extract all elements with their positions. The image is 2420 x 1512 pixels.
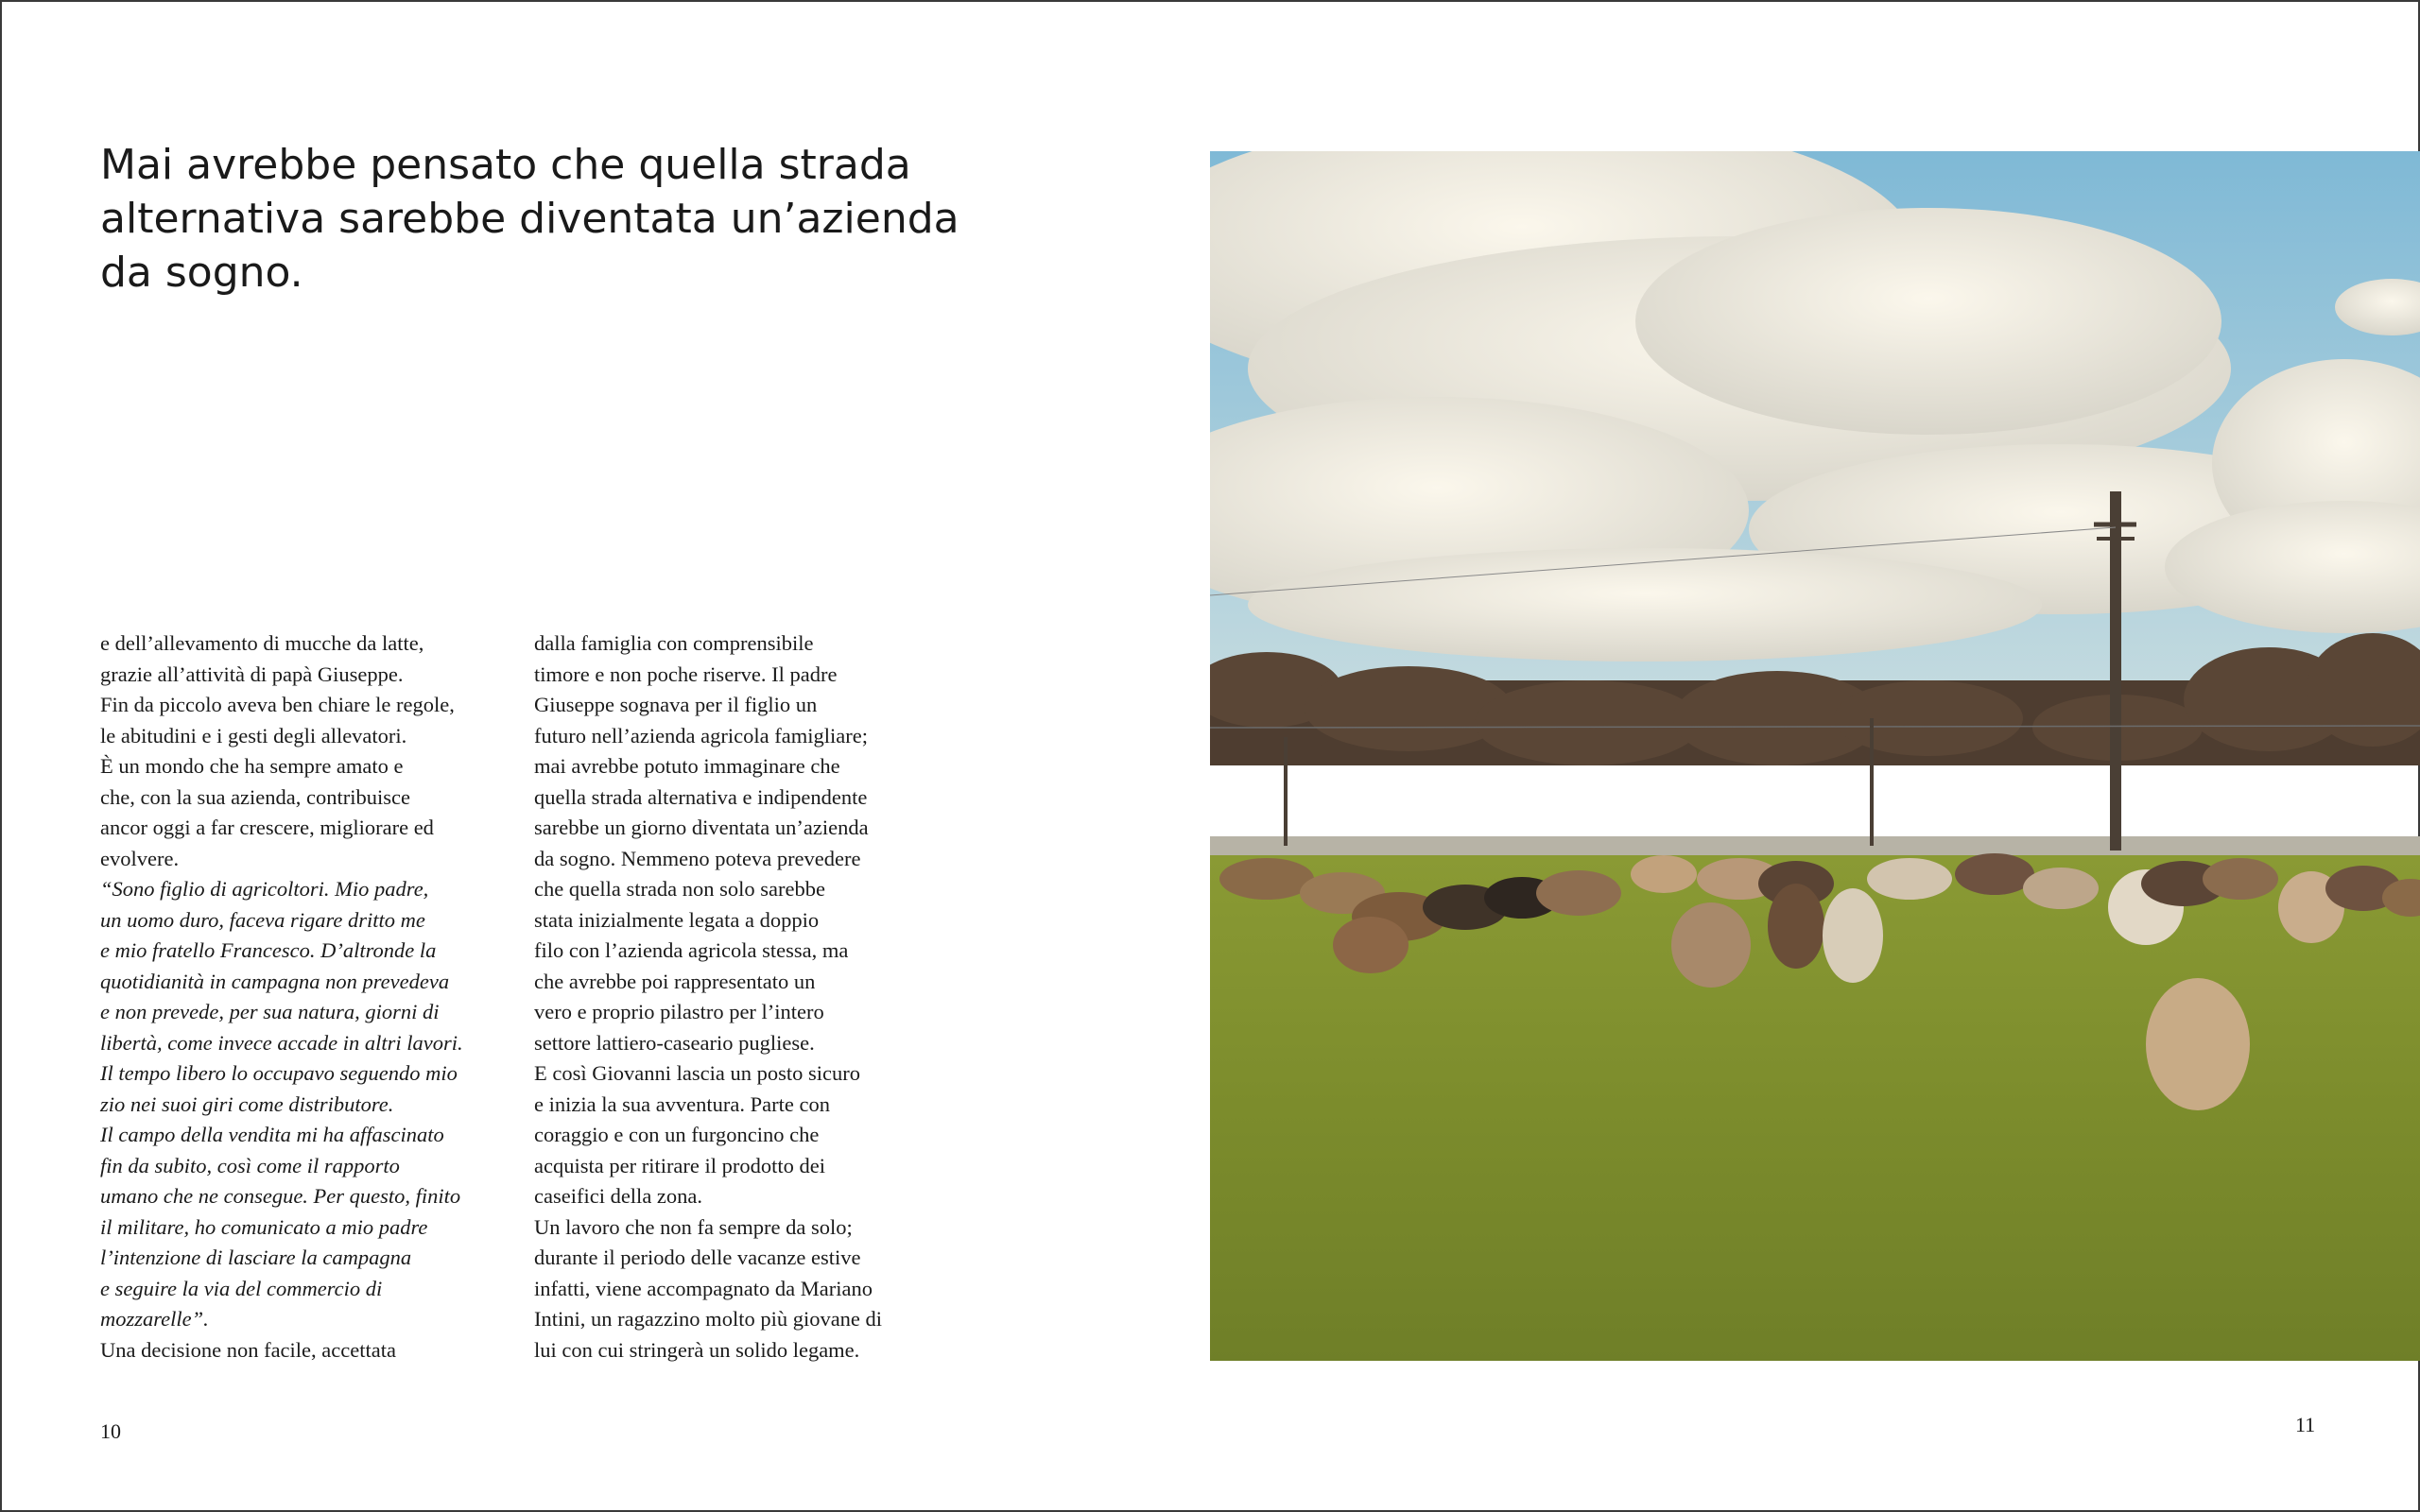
body-line: le abitudini e i gesti degli allevatori. (100, 723, 407, 747)
body-line: È un mondo che ha sempre amato e (100, 754, 404, 778)
body-line: Una decisione non facile, accettata (100, 1337, 396, 1362)
cows-pasture-photo (1210, 151, 2420, 1361)
body-line: Intini, un ragazzino molto più giovane di (534, 1307, 883, 1331)
body-line: e non prevede, per sua natura, giorni di (100, 1000, 440, 1023)
body-column-left (100, 628, 497, 1366)
body-line: filo con l’azienda agricola stessa, ma (534, 938, 849, 962)
body-line: coraggio e con un furgoncino che (534, 1123, 820, 1146)
body-line: quella strada alternativa e indipendente (534, 784, 868, 809)
body-line: che, con la sua azienda, contribuisce (100, 784, 410, 809)
body-line: futuro nell’azienda agricola famigliare; (534, 723, 868, 747)
body-line: da sogno. Nemmeno poteva prevedere (534, 846, 861, 870)
body-line: stata inizialmente legata a doppio (534, 907, 820, 932)
headline (100, 138, 959, 300)
body-line: E così Giovanni lascia un posto sicuro (534, 1061, 860, 1085)
headline-line: da sogno. (100, 249, 303, 297)
body-line: “Sono figlio di agricoltori. Mio padre, (100, 877, 429, 901)
body-line: Il tempo libero lo occupavo seguendo mio (100, 1061, 458, 1085)
body-line: il militare, ho comunicato a mio padre (100, 1214, 428, 1239)
body-line: durante il periodo delle vacanze estive (534, 1246, 861, 1269)
body-line: e inizia la sua avventura. Parte con (534, 1091, 830, 1116)
body-line: mozzarelle”. (100, 1307, 209, 1331)
body-line: e mio fratello Francesco. D’altronde la (100, 938, 437, 962)
body-line: sarebbe un giorno diventata un’azienda (534, 816, 869, 839)
body-line: ancor oggi a far crescere, migliorare ed (100, 816, 434, 839)
body-line: vero e proprio pilastro per l’intero (534, 1000, 824, 1023)
headline-line: alternativa sarebbe diventata un’azienda (100, 195, 959, 243)
body-column-right (534, 628, 941, 1366)
body-line: acquista per ritirare il prodotto dei (534, 1153, 826, 1177)
body-line: zio nei suoi giri come distributore. (100, 1091, 394, 1116)
body-line: che quella strada non solo sarebbe (534, 877, 826, 901)
body-line: l’intenzione di lasciare la campagna (100, 1246, 412, 1269)
body-line: quotidianità in campagna non prevedeva (100, 969, 450, 993)
body-line: dalla famiglia con comprensibile (534, 631, 814, 655)
stone-wall (1210, 836, 2420, 857)
body-line: Il campo della vendita mi ha affascinato (100, 1123, 444, 1146)
body-line: e dell’allevamento di mucche da latte, (100, 631, 424, 655)
body-line: caseifici della zona. (534, 1184, 703, 1208)
body-line: Giuseppe sognava per il figlio un (534, 693, 818, 716)
body-line: fin da subito, così come il rapporto (100, 1153, 400, 1177)
body-line: infatti, viene accompagnato da Mariano (534, 1276, 873, 1300)
body-line: e seguire la via del commercio di (100, 1276, 383, 1300)
body-line: umano che ne consegue. Per questo, finito (100, 1184, 461, 1208)
body-line: grazie all’attività di papà Giuseppe. (100, 662, 404, 686)
body-line: lui con cui stringerà un solido legame. (534, 1337, 860, 1362)
body-line: settore lattiero-caseario pugliese. (534, 1030, 815, 1055)
body-line: che avrebbe poi rappresentato un (534, 969, 816, 993)
body-line: libertà, come invece accade in altri lavori. (100, 1030, 463, 1055)
body-line: un uomo duro, faceva rigare dritto me (100, 907, 425, 932)
body-line: Fin da piccolo aveva ben chiare le regole, (100, 693, 455, 716)
headline-line: Mai avrebbe pensato che quella strada (100, 141, 911, 189)
body-line: mai avrebbe potuto immaginare che (534, 754, 840, 778)
body-line: timore e non poche riserve. Il padre (534, 662, 838, 686)
page-number-left: 10 (100, 1419, 121, 1443)
page-number-right: 11 (2295, 1413, 2316, 1436)
body-line: Un lavoro che non fa sempre da solo; (534, 1214, 853, 1239)
body-line: evolvere. (100, 846, 180, 870)
